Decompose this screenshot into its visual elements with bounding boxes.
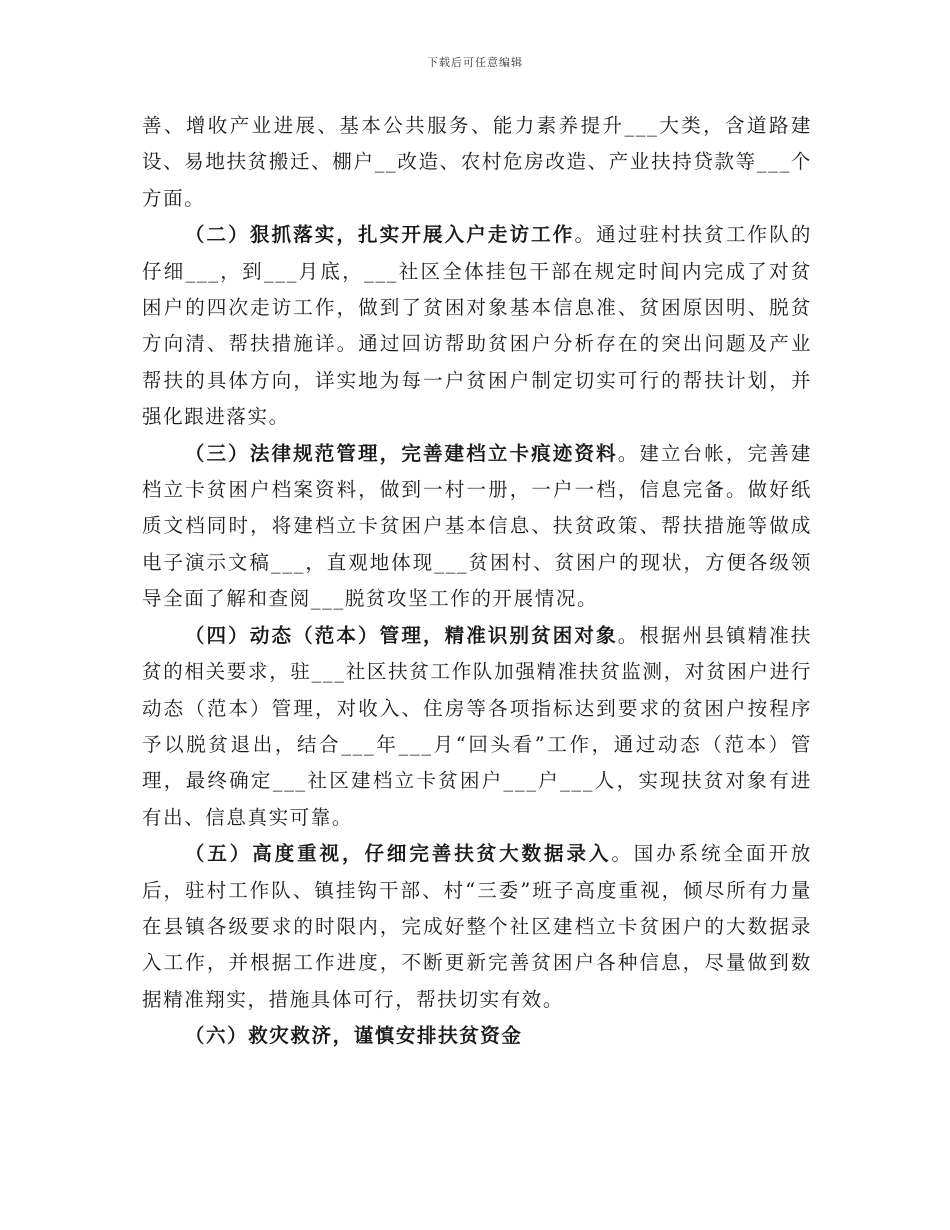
document-body xyxy=(142,108,812,1055)
paragraph-5 xyxy=(142,836,812,1018)
paragraph-1-text: 善、增收产业进展、基本公共服务、能力素养提升___大类，含道路建设、易地扶贫搬迁、棚户__改造、农村危房改造、产业扶持贷款等___个方面。 xyxy=(142,114,812,210)
paragraph-2-text: 。通过驻村扶贫工作队的仔细___，到___月底，___社区全体挂包干部在规定时间内完成了对贫困户的四次走访工作，做到了贫困对象基本信息准、贫困原因明、脱贫方向清、帮扶措施详。通过回访帮助贫困户分析存在的突出问题及产业帮扶的具体方向，详实地为每一户贫困户制定切实可行的帮扶计划，并强化跟进落实。 xyxy=(142,223,812,429)
page-header: 下载后可任意编辑 xyxy=(427,56,523,69)
paragraph-5-text: 。国办系统全面开放后，驻村工作队、镇挂钩干部、村“三委”班子高度重视，倾尽所有力量在县镇各级要求的时限内，完成好整个社区建档立卡贫困户的大数据录入工作，并根据工作进度，不断更新完善贫困户各种信息，尽量做到数据精准翔实，措施具体可行，帮扶切实有效。 xyxy=(142,842,812,1011)
paragraph-4 xyxy=(142,618,812,836)
section-3-heading: （三）法律规范管理，完善建档立卡痕迹资料 xyxy=(184,441,618,465)
paragraph-2 xyxy=(142,217,812,435)
paragraph-3 xyxy=(142,436,812,618)
section-5-heading: （五）高度重视，仔细完善扶贫大数据录入 xyxy=(184,842,612,866)
section-6-heading: （六）救灾救济，谨慎安排扶贫资金 xyxy=(184,1024,523,1048)
paragraph-4-text: 。根据州县镇精准扶贫的相关要求，驻___社区扶贫工作队加强精准扶贫监测，对贫困户进行动态（范本）管理，对收入、住房等各项指标达到要求的贫困户按程序予以脱贫退出，结合___年___月“回头看”工作，通过动态（范本）管理，最终确定___社区建档立卡贫困户___户___人，实现扶贫对象有进有出、信息真实可靠。 xyxy=(142,623,812,829)
section-4-heading: （四）动态（范本）管理，精准识别贫困对象 xyxy=(184,623,618,647)
paragraph-1 xyxy=(142,108,812,217)
paragraph-6 xyxy=(142,1018,812,1054)
section-2-heading: （二）狠抓落实，扎实开展入户走访工作 xyxy=(184,223,575,247)
paragraph-3-text: 。建立台帐，完善建档立卡贫困户档案资料，做到一村一册，一户一档，信息完备。做好纸质文档同时，将建档立卡贫困户基本信息、扶贫政策、帮扶措施等做成电子演示文稿___，直观地体现___贫困村、贫困户的现状，方便各级领导全面了解和查阅___脱贫攻坚工作的开展情况。 xyxy=(142,441,812,611)
